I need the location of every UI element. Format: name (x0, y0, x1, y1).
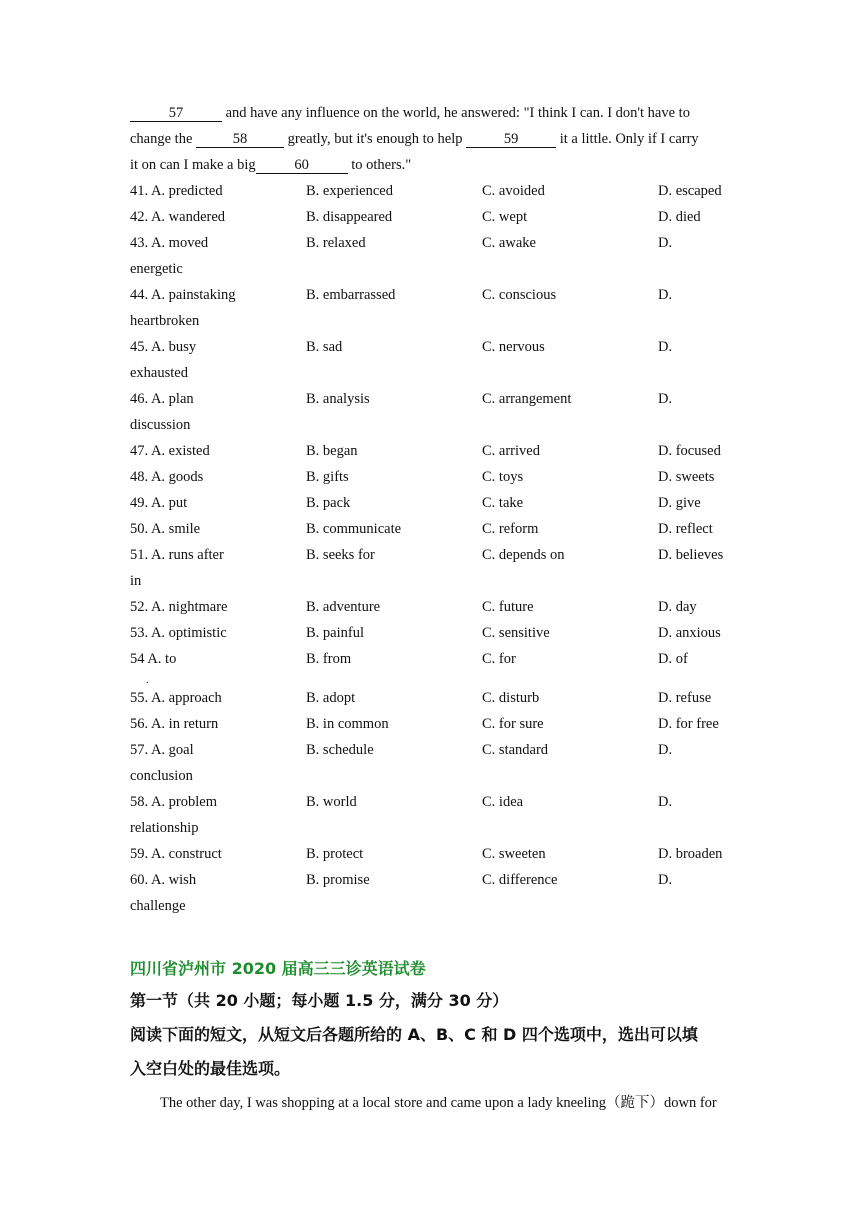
story-first-line: The other day, I was shopping at a local store and came upon a lady kneeling（跪下）down for (160, 1095, 717, 1111)
option-d: D. (658, 235, 673, 251)
option-a: 42. A. wandered (130, 209, 226, 225)
option-d: D. (658, 794, 673, 810)
blank-59: 59 (466, 131, 556, 148)
option-d: D. escaped (658, 183, 722, 199)
option-b: B. gifts (306, 469, 349, 485)
option-row (130, 438, 740, 464)
option-c: C. reform (482, 521, 539, 537)
option-d: D. (658, 742, 673, 758)
option-a: 57. A. goal (130, 742, 194, 758)
option-row (130, 737, 740, 763)
option-a: 53. A. optimistic (130, 625, 227, 641)
option-d: D. anxious (658, 625, 721, 641)
option-d: D. died (658, 209, 701, 225)
option-c: C. sweeten (482, 846, 546, 862)
option-row (130, 204, 740, 230)
option-row (130, 490, 740, 516)
option-row (130, 334, 740, 360)
option-c: C. nervous (482, 339, 545, 355)
option-c: C. arrived (482, 443, 540, 459)
option-d: D. of (658, 651, 688, 667)
option-b: B. promise (306, 872, 370, 888)
option-row (130, 464, 740, 490)
option-b: B. from (306, 651, 352, 667)
passage-text: and have any influence on the world, he answered: "I think I can. I don't have to (222, 105, 690, 121)
option-b: B. pack (306, 495, 351, 511)
option-b: B. disappeared (306, 209, 393, 225)
option-c: C. for (482, 651, 516, 667)
option-row (130, 282, 740, 308)
option-c: C. disturb (482, 690, 540, 706)
option-a: 51. A. runs after (130, 547, 224, 563)
option-b: B. embarrassed (306, 287, 396, 303)
option-c: C. sensitive (482, 625, 550, 641)
option-row (130, 711, 740, 737)
exam-title: 四川省泸州市 2020 届高三三诊英语试卷 (130, 959, 426, 978)
option-a: 48. A. goods (130, 469, 204, 485)
option-wrap-text: discussion (130, 417, 191, 433)
option-d: D. for free (658, 716, 719, 732)
option-d: D. sweets (658, 469, 715, 485)
option-row (130, 789, 740, 815)
passage-line-1 (130, 100, 730, 126)
option-b: B. sad (306, 339, 343, 355)
option-row (130, 867, 740, 893)
option-a: 58. A. problem (130, 794, 217, 810)
option-a: 46. A. plan (130, 391, 194, 407)
option-b: B. seeks for (306, 547, 375, 563)
option-d: D. give (658, 495, 701, 511)
option-d: D. (658, 872, 673, 888)
blank-60: 60 (256, 157, 348, 174)
option-c: C. difference (482, 872, 558, 888)
passage-text: to others." (347, 157, 412, 173)
option-wrap-text: relationship (130, 820, 199, 836)
option-b: B. relaxed (306, 235, 366, 251)
passage-text: change the (130, 131, 197, 147)
option-wrap-text: heartbroken (130, 313, 200, 329)
passage-line-3 (130, 152, 730, 178)
option-row (130, 542, 740, 568)
option-c: C. standard (482, 742, 549, 758)
option-d: D. believes (658, 547, 724, 563)
option-row (130, 386, 740, 412)
option-wrap-text: energetic (130, 261, 183, 277)
option-wrap-text: challenge (130, 898, 186, 914)
option-d: D. day (658, 599, 697, 615)
passage-text: it a little. Only if I carry (556, 131, 699, 147)
option-c: C. take (482, 495, 524, 511)
option-a: 59. A. construct (130, 846, 222, 862)
option-a: 56. A. in return (130, 716, 219, 732)
option-d: D. (658, 339, 673, 355)
option-b: B. communicate (306, 521, 402, 537)
blank-58: 58 (196, 131, 284, 148)
option-d: D. reflect (658, 521, 713, 537)
option-c: C. avoided (482, 183, 545, 199)
option-c: C. awake (482, 235, 536, 251)
option-d: D. (658, 287, 673, 303)
option-b: B. analysis (306, 391, 370, 407)
option-a: 45. A. busy (130, 339, 197, 355)
option-row (130, 178, 740, 204)
instruction-line-1: 阅读下面的短文，从短文后各题所给的 A、B、C 和 D 四个选项中，选出可以填 (130, 1025, 698, 1044)
option-b: B. painful (306, 625, 364, 641)
option-a: 43. A. moved (130, 235, 209, 251)
option-a: 55. A. approach (130, 690, 222, 706)
option-row (130, 594, 740, 620)
option-a: 41. A. predicted (130, 183, 223, 199)
option-c: C. conscious (482, 287, 557, 303)
passage-text: it on can I make a big (130, 157, 256, 173)
option-a: 49. A. put (130, 495, 188, 511)
option-row (130, 841, 740, 867)
option-c: C. idea (482, 794, 524, 810)
option-d: D. broaden (658, 846, 723, 862)
option-b: B. protect (306, 846, 364, 862)
option-d: D. (658, 391, 673, 407)
option-row (130, 516, 740, 542)
option-c: C. wept (482, 209, 528, 225)
option-row (130, 646, 740, 672)
option-b: B. experienced (306, 183, 393, 199)
option-wrap-text: in (130, 573, 142, 589)
option-a: 44. A. painstaking (130, 287, 236, 303)
option-c: C. toys (482, 469, 524, 485)
blank-57: 57 (130, 105, 222, 122)
stray-dot: . (146, 675, 149, 686)
option-c: C. arrangement (482, 391, 572, 407)
option-row (130, 620, 740, 646)
option-a: 50. A. smile (130, 521, 201, 537)
option-a: 52. A. nightmare (130, 599, 228, 615)
option-row (130, 685, 740, 711)
option-d: D. refuse (658, 690, 712, 706)
passage-line-2 (130, 126, 730, 152)
option-a: 47. A. existed (130, 443, 210, 459)
option-b: B. began (306, 443, 358, 459)
option-b: B. adventure (306, 599, 381, 615)
option-row (130, 230, 740, 256)
option-c: C. for sure (482, 716, 544, 732)
option-b: B. adopt (306, 690, 356, 706)
option-a: 54 A. to (130, 651, 177, 667)
option-b: B. in common (306, 716, 389, 732)
option-wrap-text: exhausted (130, 365, 188, 381)
option-b: B. world (306, 794, 357, 810)
option-a: 60. A. wish (130, 872, 197, 888)
option-wrap-text: conclusion (130, 768, 193, 784)
option-c: C. depends on (482, 547, 565, 563)
instruction-line-2: 入空白处的最佳选项。 (130, 1059, 291, 1078)
option-b: B. schedule (306, 742, 374, 758)
part-heading: 第一节（共 20 小题；每小题 1.5 分，满分 30 分） (130, 991, 509, 1010)
option-d: D. focused (658, 443, 721, 459)
option-c: C. future (482, 599, 534, 615)
passage-text: greatly, but it's enough to help (284, 131, 467, 147)
